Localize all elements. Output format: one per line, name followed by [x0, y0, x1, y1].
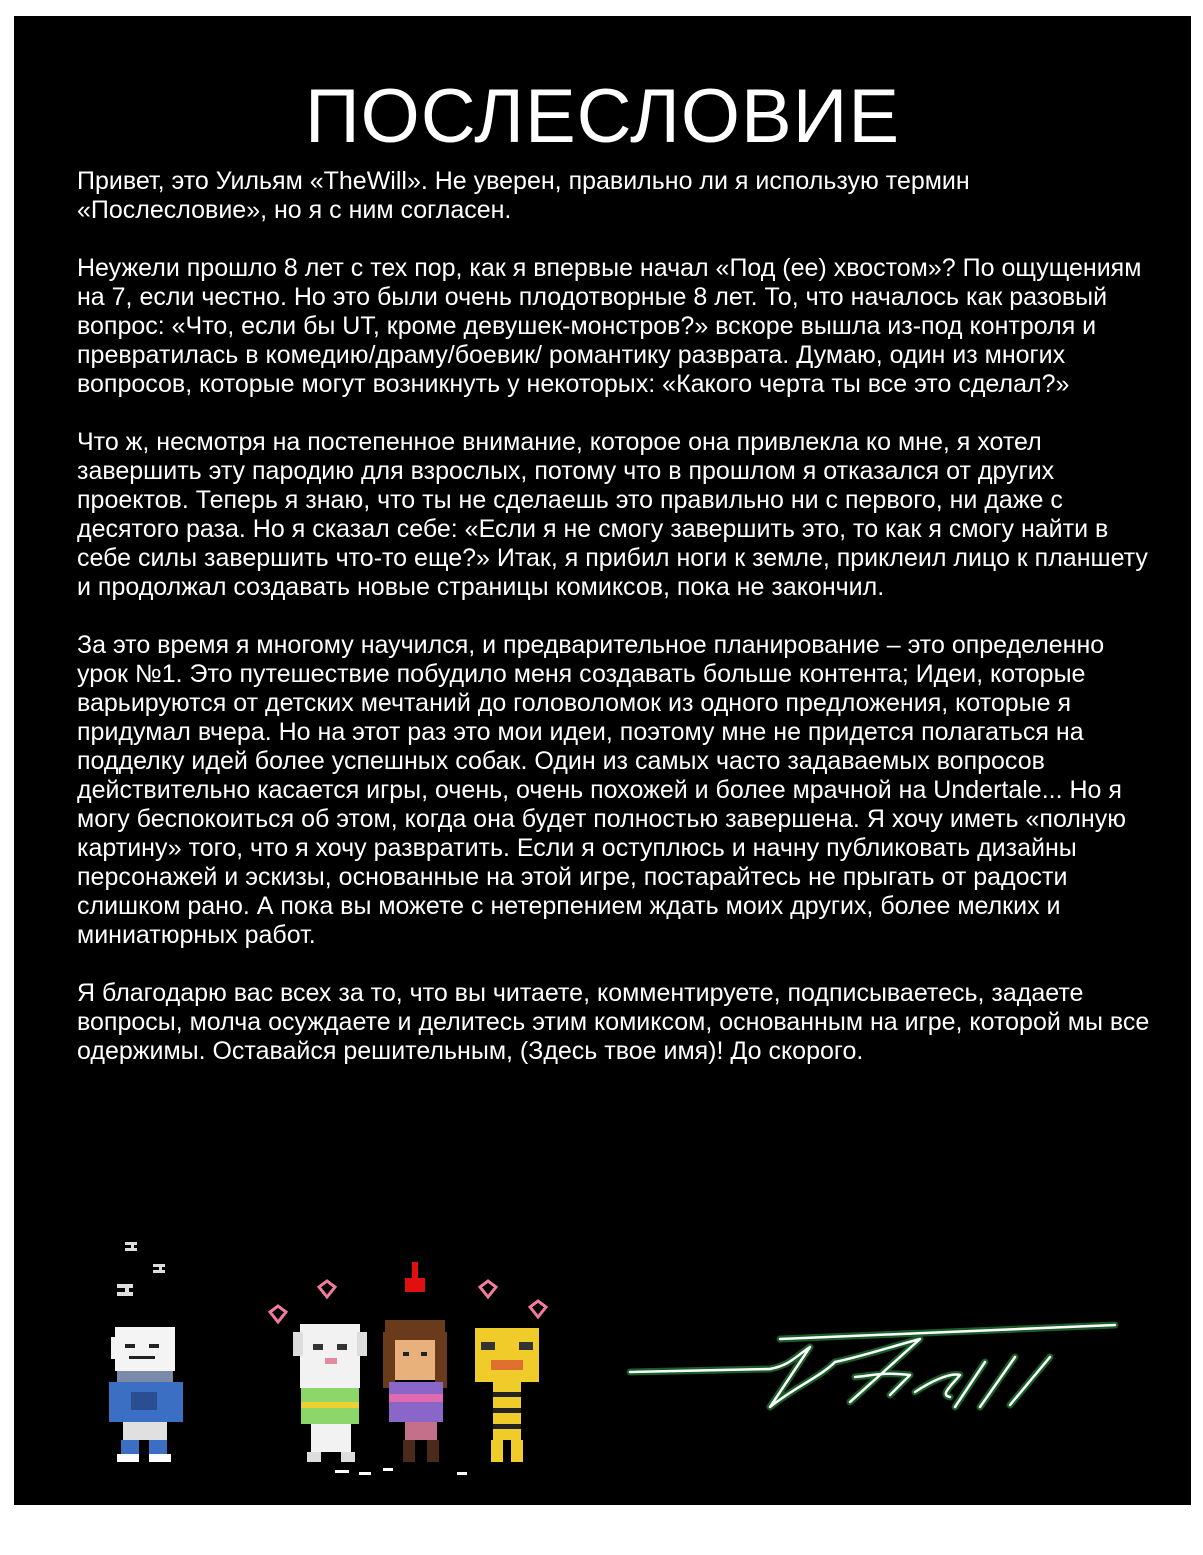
- zzz-icon: [117, 1242, 165, 1296]
- paragraph-history: Неужели прошло 8 лет с тех пор, как я впервые начал «Под (ее) хвостом»? По ощущениям на 7, если честно. Но это были очень плодотворные 8 лет. То, что началось как разовый вопрос: «Что, если бы UT, кроме девушек-монстров?» вскоре вышла из-под контроля и превратилась в комедию/драму/боевик/ романтику разврата. Думаю, один из многих вопросов, которые могут возникнуть у некоторых: «Какого черта ты все это сделал?»: [77, 254, 1142, 398]
- afterword-page: [14, 16, 1191, 1505]
- character-sprites: [95, 1232, 565, 1482]
- paragraph-greeting: Привет, это Уильям «TheWill». Не уверен, правильно ли я использую термин «Послесловие», но я с ним согласен.: [77, 167, 970, 224]
- goat-monster-icon: [293, 1324, 367, 1462]
- paragraph-thanks: Я благодарю вас всех за то, что вы читаете, комментируете, подписываетесь, задаете вопросы, молча осуждаете и делитесь этим комиксом, основанным на игре, которой мы все одержимы. Оставайся решительным, (Здесь твое имя)! До скорого.: [77, 979, 1150, 1065]
- paragraph-lessons: За это время я многому научился, и предварительное планирование – это определенно урок №1. Это путешествие побудило меня создавать больше контента; Идеи, которые варьируются от детских мечтаний до головоломок из одного предложения, которые я придумал вчера. Но на этот раз это мои идеи, поэтому мне не придется полагаться на подделку идей более успешных собак. Один из самых часто задаваемых вопросов действительно касается игры, очень, очень похожей и более мрачной на Undertale... Но я могу беспокоиться об этом, когда она будет полностью завершена. Я хочу иметь «полную картину» того, что я хочу развратить. Если я оступлюсь и начну публиковать дизайны персонажей и эскизы, основанные на этой игре, постарайтесь не прыгать от радости слишком рано. А пока вы можете с нетерпением ждать моих других, более мелких и миниатюрных работ.: [77, 631, 1126, 949]
- sleeping-skeleton-icon: [109, 1327, 183, 1462]
- red-marker-icon: [405, 1262, 425, 1292]
- human-child-icon: [383, 1320, 447, 1462]
- page-title: ПОСЛЕСЛОВИЕ: [304, 74, 901, 159]
- afterword-text: [77, 167, 1157, 1095]
- paragraph-motivation: Что ж, несмотря на постепенное внимание, которое она привлекла ко мне, я хотел завершить эту пародию для взрослых, потому что в прошлом я отказался от других проектов. Теперь я знаю, что ты не сделаешь это правильно ни с первого, ни даже с десятого раза. Но я сказал себе: «Если я не смогу завершить это, то как я смогу найти в себе силы завершить что-то еще?» Итак, я прибил ноги к земле, приклеил лицо к планшету и продолжал создавать новые страницы комиксов, пока не закончил.: [77, 428, 1148, 601]
- yellow-monster-icon: [475, 1328, 539, 1462]
- signature-logo: [620, 1317, 1120, 1427]
